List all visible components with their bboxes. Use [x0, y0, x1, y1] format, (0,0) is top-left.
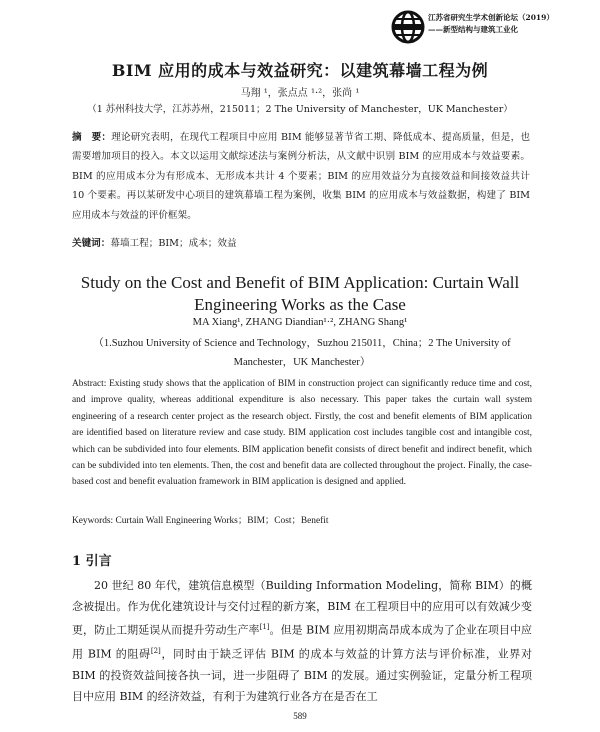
- english-abstract-label: Abstract:: [72, 379, 107, 389]
- english-title: Study on the Cost and Benefit of BIM Application: Curtain Wall Engineering Works as the Case: [80, 273, 520, 314]
- intro-text-part-3: ，同时由于缺乏评估 BIM 的成本与效益的计算方法与评价标准，业界对 BIM 的投资效益间接各执一词，进一步阻碍了 BIM 的发展。通过实例验证，定量分析工程项目中应用 BIM 的经济效益，有利于为建筑行业各方在是否在工: [72, 647, 532, 704]
- chinese-abstract: [72, 128, 530, 225]
- english-authors: MA Xiang¹, ZHANG Diandian¹·², ZHANG Shang¹: [192, 317, 408, 328]
- conference-name: 江苏省研究生学术创新论坛（2019）: [428, 13, 554, 22]
- english-keywords-text: Curtain Wall Engineering Works；BIM；Cost；Benefit: [115, 516, 329, 526]
- intro-text-part-1: 20 世纪 80 年代，建筑信息模型（Building Information Modeling，简称 BIM）的概念被提出。作为优化建筑设计与交付过程的新方案，BIM 在工程项目中的应用可以有效减少变更，防止工期延误从而提升劳动生产率: [72, 579, 532, 638]
- citation-2: [2]: [150, 647, 161, 656]
- chinese-title: BIM 应用的成本与效益研究：以建筑幕墙工程为例: [111, 61, 489, 80]
- english-abstract: [72, 376, 532, 491]
- english-keywords-label: Keywords:: [72, 516, 114, 526]
- intro-text-part-2: 。但是 BIM 应用初期高昂成本成为了企业在项目中应用 BIM 的阻碍: [72, 624, 532, 661]
- section-heading: 1 引言: [72, 554, 112, 569]
- chinese-abstract-label: 摘 要：: [72, 132, 112, 143]
- citation-1: [1]: [259, 623, 270, 632]
- globe-logo-icon: [391, 10, 425, 44]
- page-number: 589: [293, 711, 307, 721]
- english-keywords: [72, 512, 532, 526]
- chinese-abstract-text: 理论研究表明，在现代工程项目中应用 BIM 能够显著节省工期、降低成本、提高质量，但是，也需要增加项目的投入。本文以运用文献综述法与案例分析法，从文献中识别 BIM 的应用成本与效益要素。BIM 的应用成本分为有形成本、无形成本共计 4 个要素；BIM 的应用效益分为直接效益和间接效益共计 10 个要素。再以某研发中心项目的建筑幕墙工程为案例，收集 BIM 的应用成本与效益数据，构建了 BIM 应用成本与效益的评价框架。: [72, 132, 530, 221]
- chinese-keywords-text: 幕墙工程；BIM；成本；效益: [110, 238, 237, 249]
- chinese-authors: 马翔 ¹，张点点 ¹·²，张尚 ¹: [240, 88, 360, 99]
- chinese-keywords-label: 关键词：: [72, 238, 111, 249]
- conference-subtitle: ——新型结构与建筑工业化: [428, 25, 518, 34]
- introduction-paragraph: [72, 575, 532, 708]
- chinese-keywords: [72, 235, 530, 249]
- english-affiliations: （1.Suzhou University of Science and Technology，Suzhou 215011，China；2 The University of Manchester，UK Manchester）: [93, 338, 511, 368]
- chinese-affiliations: （1 苏州科技大学，江苏苏州，215011；2 The University of Manchester，UK Manchester）: [87, 104, 513, 115]
- english-abstract-text: Existing study shows that the application of BIM in construction project can significantly reduce time and cost, and improve quality, whereas additional expenditure is also necessary. This paper takes the curtain wall system engineering of a research center project as the research object. Firstly, the cost and benefit elements of BIM application are identified based on literature review and case study. BIM application cost includes tangible cost and intangible cost, which can be subdivided into four elements. BIM application benefit consists of direct benefit and indirect benefit, which can be subdivided into ten elements. Then, the cost and benefit data are collected throughout the project. Finally, the case-based cost and benefit evaluation framework in BIM application is designed and applied.: [72, 379, 533, 488]
